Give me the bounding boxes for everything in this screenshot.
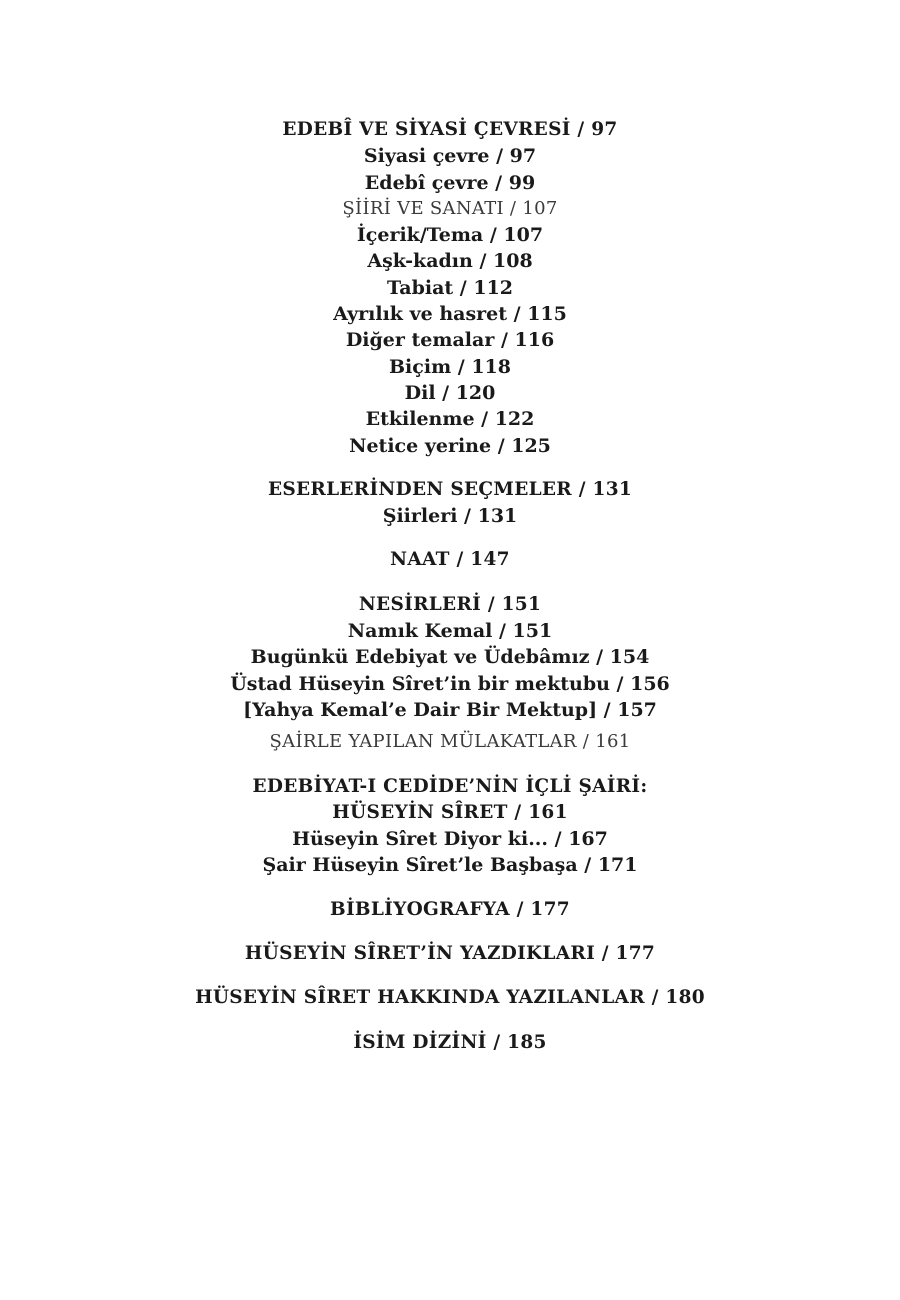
toc-entry-bugunku-edebiyat: Bugünkü Edebiyat ve Üdebâmız / 154 bbox=[250, 646, 650, 669]
toc-entry-huseyin-siret-diyor-ki: Hüseyin Sîret Diyor ki... / 167 bbox=[292, 828, 608, 851]
toc-entry-yahya-kemal-mektup: [Yahya Kemal’e Dair Bir Mektup] / 157 bbox=[243, 698, 657, 721]
toc-entry-etkilenme: Etkilenme / 122 bbox=[365, 408, 535, 431]
toc-heading-edebiyat-i-cedide-line1: EDEBİYAT-I CEDİDE’NİN İÇLİ ŞAİRİ: bbox=[252, 775, 648, 797]
toc-entry-ask-kadin: Aşk-kadın / 108 bbox=[367, 250, 533, 273]
toc-entry-ayrilik-ve-hasret: Ayrılık ve hasret / 115 bbox=[333, 303, 567, 326]
toc-entry-siirleri: Şiirleri / 131 bbox=[382, 505, 518, 528]
toc-entry-icerik-tema: İçerik/Tema / 107 bbox=[356, 224, 544, 247]
toc-heading-sairle-mulakatlar: ŞAİRLE YAPILAN MÜLAKATLAR / 161 bbox=[269, 731, 631, 753]
toc-entry-netice-yerine: Netice yerine / 125 bbox=[349, 434, 551, 457]
toc-entry-siyasi-cevre: Siyasi çevre / 97 bbox=[363, 145, 537, 168]
toc-entry-sair-ile-basbasa: Şair Hüseyin Sîret’le Başbaşa / 171 bbox=[262, 854, 638, 877]
toc-heading-isim-dizini: İSİM DİZİNİ / 185 bbox=[353, 1031, 547, 1053]
toc-entry-bicim: Biçim / 118 bbox=[389, 355, 511, 378]
toc-heading-yazdiklari: HÜSEYİN SÎRET’İN YAZDIKLARI / 177 bbox=[244, 943, 656, 965]
table-of-contents bbox=[0, 117, 900, 1056]
toc-entry-edebi-cevre: Edebî çevre / 99 bbox=[364, 171, 536, 194]
toc-heading-siiri-ve-sanati: ŞİİRİ VE SANATI / 107 bbox=[342, 197, 558, 219]
toc-heading-edebi-siyasi-cevresi: EDEBÎ VE SİYASİ ÇEVRESİ / 97 bbox=[282, 119, 618, 140]
toc-heading-bibliyografya: BİBLİYOGRAFYA / 177 bbox=[330, 898, 570, 920]
toc-heading-naat: NAAT / 147 bbox=[390, 549, 510, 571]
toc-heading-edebiyat-i-cedide-line2: HÜSEYİN SÎRET / 161 bbox=[332, 801, 568, 823]
toc-heading-nesirleri: NESİRLERİ / 151 bbox=[358, 593, 542, 615]
toc-entry-diger-temalar: Diğer temalar / 116 bbox=[345, 329, 555, 352]
toc-heading-hakkinda-yazilanlar: HÜSEYİN SÎRET HAKKINDA YAZILANLAR / 180 bbox=[195, 987, 705, 1009]
toc-entry-ustad-mektubu: Üstad Hüseyin Sîret’in bir mektubu / 156 bbox=[230, 672, 670, 695]
toc-heading-eserlerinden-secmeler: ESERLERİNDEN SEÇMELER / 131 bbox=[267, 478, 633, 500]
toc-entry-dil: Dil / 120 bbox=[404, 381, 496, 404]
toc-entry-tabiat: Tabiat / 112 bbox=[386, 276, 514, 299]
toc-entry-namik-kemal: Namık Kemal / 151 bbox=[347, 620, 553, 643]
